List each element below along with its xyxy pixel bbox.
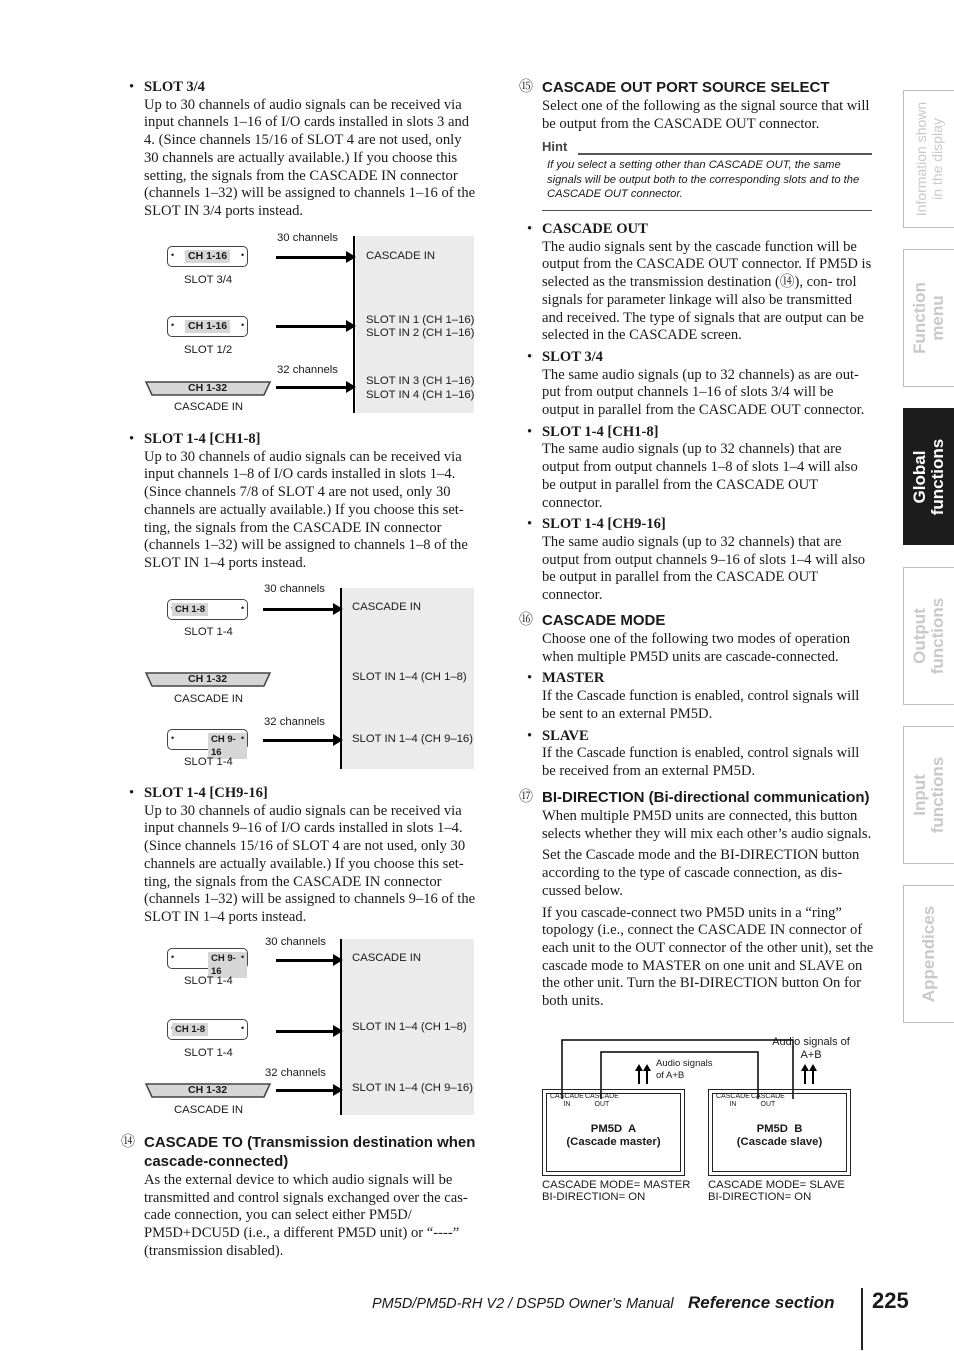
- section-number: ⑭: [121, 1134, 135, 1150]
- connector-label: CH 1-32: [188, 673, 228, 685]
- output-label: SLOT IN 1–4 (CH 9–16): [352, 733, 473, 745]
- tab-label: Information shown in the display: [913, 101, 945, 217]
- section-number: ⑮: [519, 79, 533, 95]
- item-title: MASTER: [542, 670, 605, 687]
- card-caption: CASCADE IN: [174, 1104, 244, 1116]
- section-title: CASCADE TO (Transmission destination when cascade-connected): [144, 1134, 476, 1170]
- sidebar-tab-information-shown[interactable]: [903, 90, 954, 228]
- sidebar-tab-appendices[interactable]: [903, 885, 954, 1023]
- output-label: SLOT IN 1–4 (CH 1–8): [352, 671, 467, 683]
- section-bi-direction: [519, 788, 874, 1015]
- card-screw-icon: •: [171, 952, 175, 962]
- sidebar-tab-input-functions[interactable]: [903, 726, 954, 864]
- card-screw-icon: •: [241, 952, 245, 962]
- card-screw-icon: •: [241, 603, 245, 613]
- list-item: [527, 221, 874, 345]
- item-title: SLOT 1-4 [CH1-8]: [542, 423, 659, 440]
- item-text: If the Cascade function is enabled, control signals will be received from an external PM5D.: [542, 745, 860, 779]
- item-title: CASCADE OUT: [542, 221, 648, 237]
- bullet: •: [129, 785, 135, 801]
- section-text: Select one of the following as the signal source that will be output from the CASCADE OUT connector.: [542, 98, 870, 132]
- hint-rule: [578, 153, 872, 155]
- connector-label: CH 1-32: [188, 382, 228, 394]
- section-heading: [121, 1133, 479, 1171]
- item-text: Up to 30 channels of audio signals can be received via input channels 1–8 of I/O cards installed in slots 1–4. (Since channels 7/8 of SLOT 4 are not used, only 30 channels are actually available.) If you choose this set- ting, the signals from the CASCADE IN connector (channels 1–32) will be assigned to channels 1–8 of the SLOT IN 1–4 ports instead.: [144, 448, 468, 571]
- section-title: CASCADE OUT PORT SOURCE SELECT: [542, 79, 830, 96]
- list-item: [527, 423, 874, 513]
- bullet: •: [527, 670, 533, 687]
- io-card-ch916: [167, 729, 248, 758]
- io-card-ch18: [167, 1019, 248, 1040]
- cascade-out-label: CASCADE OUT: [585, 1093, 619, 1108]
- arrow-icon: [263, 739, 335, 742]
- item-title: SLAVE: [542, 727, 589, 744]
- card-screw-icon: •: [241, 320, 245, 330]
- arrow-icon: [263, 608, 335, 611]
- card-screw-icon: •: [171, 250, 175, 260]
- section-heading: [519, 788, 874, 807]
- section-title: CASCADE MODE: [542, 612, 666, 629]
- output-label: SLOT IN 1 (CH 1–16): [366, 314, 475, 326]
- list-item: [527, 670, 874, 723]
- item-text: The audio signals sent by the cascade function will be output from the CASCADE OUT connector. If PM5D is selected as the transmission destination (⑭), con- trol signals for parameter linkage will also be transmitted and received. The type of signals that are output can be selected in the CASCADE screen.: [542, 238, 872, 344]
- card-screw-icon: •: [241, 1023, 245, 1033]
- section-heading: [519, 611, 874, 630]
- arrow-icon: [276, 1030, 335, 1033]
- section-title: BI-DIRECTION (Bi-directional communication): [542, 789, 870, 806]
- item-title: SLOT 3/4: [144, 79, 205, 95]
- output-label: SLOT IN 3 (CH 1–16): [366, 375, 475, 387]
- item-text: Up to 30 channels of audio signals can be received via input channels 9–16 of I/O cards installed in slots 1–4. (Since channels 15/16 of SLOT 4 are not used, only 30 channels are actually available.) If you choose this set- ting, the signals from the CASCADE IN connector (channels 1–32) will be assigned to channels 9–16 of the SLOT IN 1–4 ports instead.: [144, 802, 476, 925]
- bullet: •: [527, 221, 533, 237]
- audio-label-a: Audio signals of A+B: [656, 1058, 713, 1081]
- footer-section-name: Reference section: [688, 1293, 835, 1312]
- page-number: 225: [872, 1288, 909, 1313]
- output-label: SLOT IN 4 (CH 1–16): [366, 389, 475, 401]
- sidebar-tab-output-functions[interactable]: [903, 567, 954, 705]
- channels-30-label: 30 channels: [277, 232, 338, 244]
- item-text: The same audio signals (up to 32 channels) that are output from output channels 1–8 of slots 1–4 will also be output in parallel from the CASCADE OUT connector.: [542, 441, 858, 511]
- left-slot34-item: [129, 79, 476, 221]
- section-text: Choose one of the following two modes of operation when multiple PM5D units are cascade-connected.: [542, 631, 851, 665]
- output-label: CASCADE IN: [352, 601, 422, 613]
- item-title: SLOT 1-4 [CH1-8]: [144, 431, 261, 447]
- item-title: SLOT 1-4 [CH9-16]: [542, 516, 666, 533]
- io-card-ch916: [167, 948, 248, 977]
- bullet: •: [129, 431, 135, 447]
- bullet: •: [129, 79, 135, 95]
- channels-32-label: 32 channels: [265, 1067, 326, 1079]
- unit-subtitle: (Cascade master): [566, 1136, 661, 1148]
- unit-a-bidirection: BI-DIRECTION= ON: [542, 1191, 646, 1203]
- card-screw-icon: •: [241, 733, 245, 743]
- io-card-slot34: [167, 246, 248, 267]
- io-card-slot12: [167, 316, 248, 337]
- hint-label: Hint: [542, 139, 568, 154]
- item-text: Up to 30 channels of audio signals can be received via input channels 1–16 of I/O cards installed in slots 3 and 4. (Since channels 15/16 of SLOT 4 are not used, only 30 channels are actually available.) If you choose this setting, the signals from the CASCADE IN connector (channels 1–32) will be assigned to channels 1–16 of the SLOT IN 3/4 ports instead.: [144, 96, 476, 219]
- card-caption: SLOT 1-4: [184, 1047, 233, 1059]
- item-text: If the Cascade function is enabled, control signals will be sent to an external PM5D.: [542, 688, 860, 722]
- card-caption: SLOT 1/2: [184, 344, 233, 356]
- list-item: [527, 727, 874, 781]
- unit-a-box: [542, 1089, 685, 1176]
- output-label: SLOT IN 2 (CH 1–16): [366, 327, 475, 339]
- cascade-in-label: CASCADE IN: [716, 1093, 750, 1108]
- arrow-icon: [276, 325, 348, 328]
- card-label: CH 1-16: [185, 320, 230, 333]
- card-label: CH 1-16: [185, 250, 230, 263]
- arrow-icon: [276, 386, 348, 389]
- unit-b-bidirection: BI-DIRECTION= ON: [708, 1191, 812, 1203]
- card-caption: CASCADE IN: [174, 693, 244, 705]
- list-item: [527, 348, 874, 420]
- unit-title: PM5D A: [590, 1123, 637, 1135]
- card-caption: CASCADE IN: [174, 401, 244, 413]
- unit-b-mode: CASCADE MODE= SLAVE: [708, 1179, 845, 1191]
- left-slot14-ch916-item: [129, 785, 476, 927]
- arrow-icon: [276, 959, 335, 962]
- section-number: ⑯: [519, 612, 533, 628]
- bullet: •: [527, 423, 533, 440]
- arrow-icon: [276, 1089, 335, 1092]
- unit-title: PM5D B: [756, 1123, 803, 1135]
- bullet: •: [527, 348, 533, 365]
- left-slot14-ch18-item: [129, 431, 476, 573]
- card-caption: SLOT 1-4: [184, 756, 233, 768]
- output-label: CASCADE IN: [366, 250, 436, 262]
- output-label: CASCADE IN: [352, 952, 422, 964]
- card-screw-icon: •: [171, 733, 175, 743]
- card-label: CH 9-16: [208, 733, 247, 759]
- card-screw-icon: •: [241, 250, 245, 260]
- cascade-out-label: CASCADE OUT: [751, 1093, 785, 1108]
- item-title: SLOT 3/4: [542, 348, 603, 365]
- output-label: SLOT IN 1–4 (CH 9–16): [352, 1082, 473, 1094]
- right-bullet-list: [527, 221, 874, 605]
- bullet: •: [527, 516, 533, 533]
- unit-subtitle: (Cascade slave): [736, 1136, 823, 1148]
- section-cascade-out-port: [519, 78, 874, 133]
- tab-label: Function menu: [910, 282, 947, 354]
- item-text: The same audio signals (up to 32 channels) as are out- put from output channels 1–16 of slots 3/4 will be output in parallel from the CASCADE OUT connector.: [542, 366, 865, 419]
- unit-a-mode: CASCADE MODE= MASTER: [542, 1179, 691, 1191]
- card-screw-icon: •: [171, 320, 175, 330]
- footer-manual-title: PM5D/PM5D-RH V2 / DSP5D Owner’s Manual: [372, 1296, 674, 1312]
- footer-divider: [861, 1288, 863, 1350]
- tab-label: Output functions: [910, 597, 947, 675]
- tab-label: Appendices: [919, 905, 938, 1003]
- list-item: [527, 516, 874, 605]
- card-label: CH 9-16: [208, 952, 247, 978]
- channels-32-label: 32 channels: [277, 364, 338, 376]
- card-label: CH 1-8: [172, 603, 208, 616]
- audio-label-b: Audio signals of A+B: [772, 1036, 850, 1061]
- cascade-in-label: CASCADE IN: [550, 1093, 584, 1108]
- card-caption: SLOT 3/4: [184, 274, 233, 286]
- tab-label: Global functions: [910, 438, 947, 515]
- output-label: SLOT IN 1–4 (CH 1–8): [352, 1021, 467, 1033]
- connector-label: CH 1-32: [188, 1084, 228, 1096]
- channels-30-label: 30 channels: [265, 936, 326, 948]
- card-label: CH 1-8: [172, 1023, 208, 1036]
- section-cascade-mode: [519, 611, 874, 781]
- channels-30-label: 30 channels: [264, 583, 325, 595]
- sidebar-tab-global-functions[interactable]: [903, 408, 954, 545]
- hint-text: If you select a setting other than CASCADE OUT, the same signals will be output both to the corresponding slots and to the CASCADE OUT connector.: [547, 159, 860, 200]
- section-paragraph: If you cascade-connect two PM5D units in a “ring” topology (i.e., connect the CASCADE IN connector of each unit to the OUT connector of the other unit), set the cascade mode to MASTER on one unit and SLAVE on the other unit. Turn the BI-DIRECTION button On for both units.: [542, 904, 874, 1010]
- hint-box: [542, 139, 872, 211]
- section-text: As the external device to which audio signals will be transmitted and control signals exchanged over the cas- cade connection, you can select either PM5D/ PM5D+DCU5D (i.e., a different PM5D unit) or “----” (transmission disabled).: [144, 1172, 468, 1259]
- tab-label: Input functions: [910, 756, 947, 834]
- unit-b-box: [708, 1089, 851, 1176]
- item-text: The same audio signals (up to 32 channels) that are output from output channels 9–16 of slots 1–4 will also be output in parallel from the CASCADE OUT connector.: [542, 533, 866, 604]
- section-paragraph: Set the Cascade mode and the BI-DIRECTION button according to the type of cascade connection, as dis- cussed below.: [542, 847, 860, 899]
- sidebar-tab-function-menu[interactable]: [903, 249, 954, 387]
- item-title: SLOT 1-4 [CH9-16]: [144, 785, 268, 801]
- channels-32-label: 32 channels: [264, 716, 325, 728]
- section-heading: [519, 78, 874, 97]
- section-number: ⑰: [519, 789, 533, 805]
- arrow-icon: [276, 256, 348, 259]
- section-paragraph: When multiple PM5D units are connected, this button selects whether they will mix each other’s audio signals.: [542, 808, 872, 842]
- io-card-ch18: [167, 599, 248, 620]
- card-caption: SLOT 1-4: [184, 626, 233, 638]
- card-caption: SLOT 1-4: [184, 975, 233, 987]
- section-cascade-to: [121, 1133, 479, 1261]
- bullet: •: [527, 727, 533, 744]
